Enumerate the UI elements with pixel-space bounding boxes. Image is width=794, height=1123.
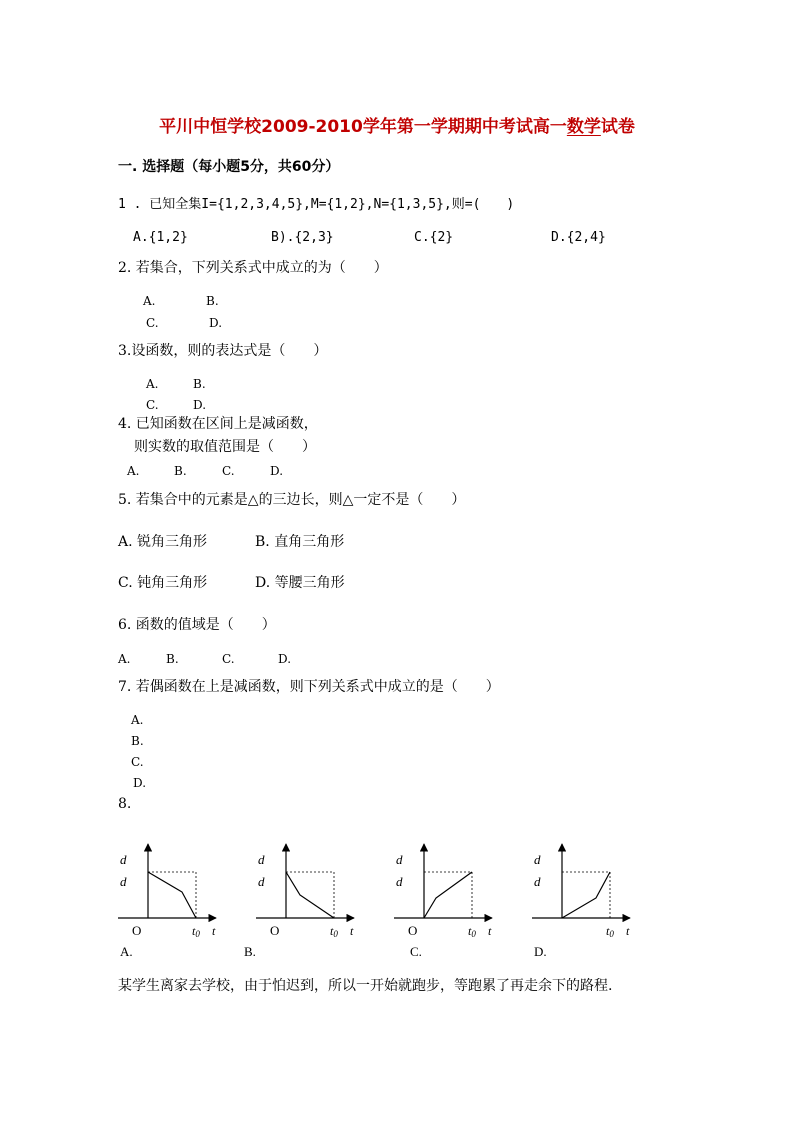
svg-text:t0: t0 — [330, 924, 338, 939]
d-label: d — [120, 852, 127, 867]
question-4-stem-line1: 4. 已知函数在区间上是减函数， — [118, 416, 318, 432]
svg-text:d: d — [258, 852, 265, 867]
svg-text:d: d — [258, 874, 265, 889]
svg-text:t: t — [626, 924, 630, 938]
graph-label-c: C. — [410, 944, 422, 959]
q8-graph-c — [394, 844, 492, 959]
question-1-stem: 1 . 已知全集I={1,2,3,4,5},M={1,2},N={1,3,5},则=( ) — [118, 197, 515, 212]
graph-curve — [148, 872, 196, 918]
q6-option-b: B. — [166, 652, 179, 666]
q7-option-a: A. — [131, 713, 144, 727]
q5-option-b: B. 直角三角形 — [255, 534, 345, 550]
q3-option-b: B. — [193, 377, 206, 391]
question-6-stem: 6. 函数的值域是（ ） — [118, 617, 276, 633]
q3-option-a: A. — [146, 377, 159, 391]
d-label: d — [120, 874, 127, 889]
question-2-stem: 2. 若集合，下列关系式中成立的为（ ） — [118, 260, 388, 276]
svg-text:d: d — [396, 874, 403, 889]
q4-option-c: C. — [222, 464, 235, 478]
graph-label-a: A. — [120, 944, 133, 959]
svg-text:t: t — [488, 924, 492, 938]
q6-option-c: C. — [222, 652, 235, 666]
svg-text:t: t — [212, 924, 216, 938]
q1-option-b: B).{2,3} — [271, 230, 334, 245]
q5-option-d: D. 等腰三角形 — [255, 575, 345, 591]
q2-option-c: C. — [146, 316, 159, 330]
svg-text:d: d — [534, 874, 541, 889]
question-8-stem: 8. — [118, 796, 132, 812]
graph-curve — [286, 872, 334, 918]
q2-option-b: B. — [206, 294, 219, 308]
q8-graph-d — [532, 844, 630, 959]
q8-graph-a — [118, 844, 216, 959]
question-4-stem-line2: 则实数的取值范围是（ ） — [134, 439, 316, 455]
page-title: 平川中恒学校2009-2010学年第一学期期中考试高一数学试卷 — [159, 117, 635, 137]
svg-text:t0: t0 — [468, 924, 476, 939]
svg-text:t0: t0 — [606, 924, 614, 939]
q6-option-d: D. — [278, 652, 292, 666]
question-7-stem: 7. 若偶函数在上是减函数，则下列关系式中成立的是（ ） — [118, 679, 500, 695]
q2-option-a: A. — [143, 294, 156, 308]
q1-option-c: C.{2} — [414, 230, 454, 245]
question-8-description: 某学生离家去学校，由于怕迟到，所以一开始就跑步，等跑累了再走余下的路程. — [118, 978, 613, 994]
svg-text:O: O — [270, 923, 280, 938]
q2-option-d: D. — [209, 316, 223, 330]
q7-option-c: C. — [131, 755, 144, 769]
origin-label: O — [132, 923, 142, 938]
svg-text:d: d — [396, 852, 403, 867]
section-heading: 一. 选择题（每小题5分，共60分） — [118, 159, 340, 175]
q6-option-a: A. — [118, 652, 131, 666]
question-3-stem: 3.设函数，则的表达式是（ ） — [118, 343, 328, 359]
q1-option-a: A.{1,2} — [133, 230, 188, 245]
q8-graph-b — [244, 844, 354, 959]
graph-label-d: D. — [534, 944, 547, 959]
graph-curve — [562, 872, 610, 918]
svg-text:t0: t0 — [192, 924, 200, 939]
q7-option-d: D. — [133, 776, 147, 790]
q7-option-b: B. — [131, 734, 144, 748]
svg-text:d: d — [534, 852, 541, 867]
graph-label-b: B. — [244, 944, 256, 959]
q4-option-b: B. — [174, 464, 187, 478]
guide-lines — [148, 872, 196, 918]
q5-option-c: C. 钝角三角形 — [118, 575, 208, 591]
q4-option-d: D. — [270, 464, 284, 478]
q3-option-c: C. — [146, 398, 159, 412]
svg-text:O: O — [408, 923, 418, 938]
q4-option-a: A. — [127, 464, 140, 478]
svg-text:t: t — [350, 924, 354, 938]
q8-graphs — [110, 838, 670, 968]
question-5-stem: 5. 若集合中的元素是△的三边长，则△一定不是（ ） — [118, 492, 466, 508]
q1-option-d: D.{2,4} — [551, 230, 606, 245]
q5-option-a: A. 锐角三角形 — [118, 534, 208, 550]
q3-option-d: D. — [193, 398, 207, 412]
graph-curve — [424, 872, 472, 918]
